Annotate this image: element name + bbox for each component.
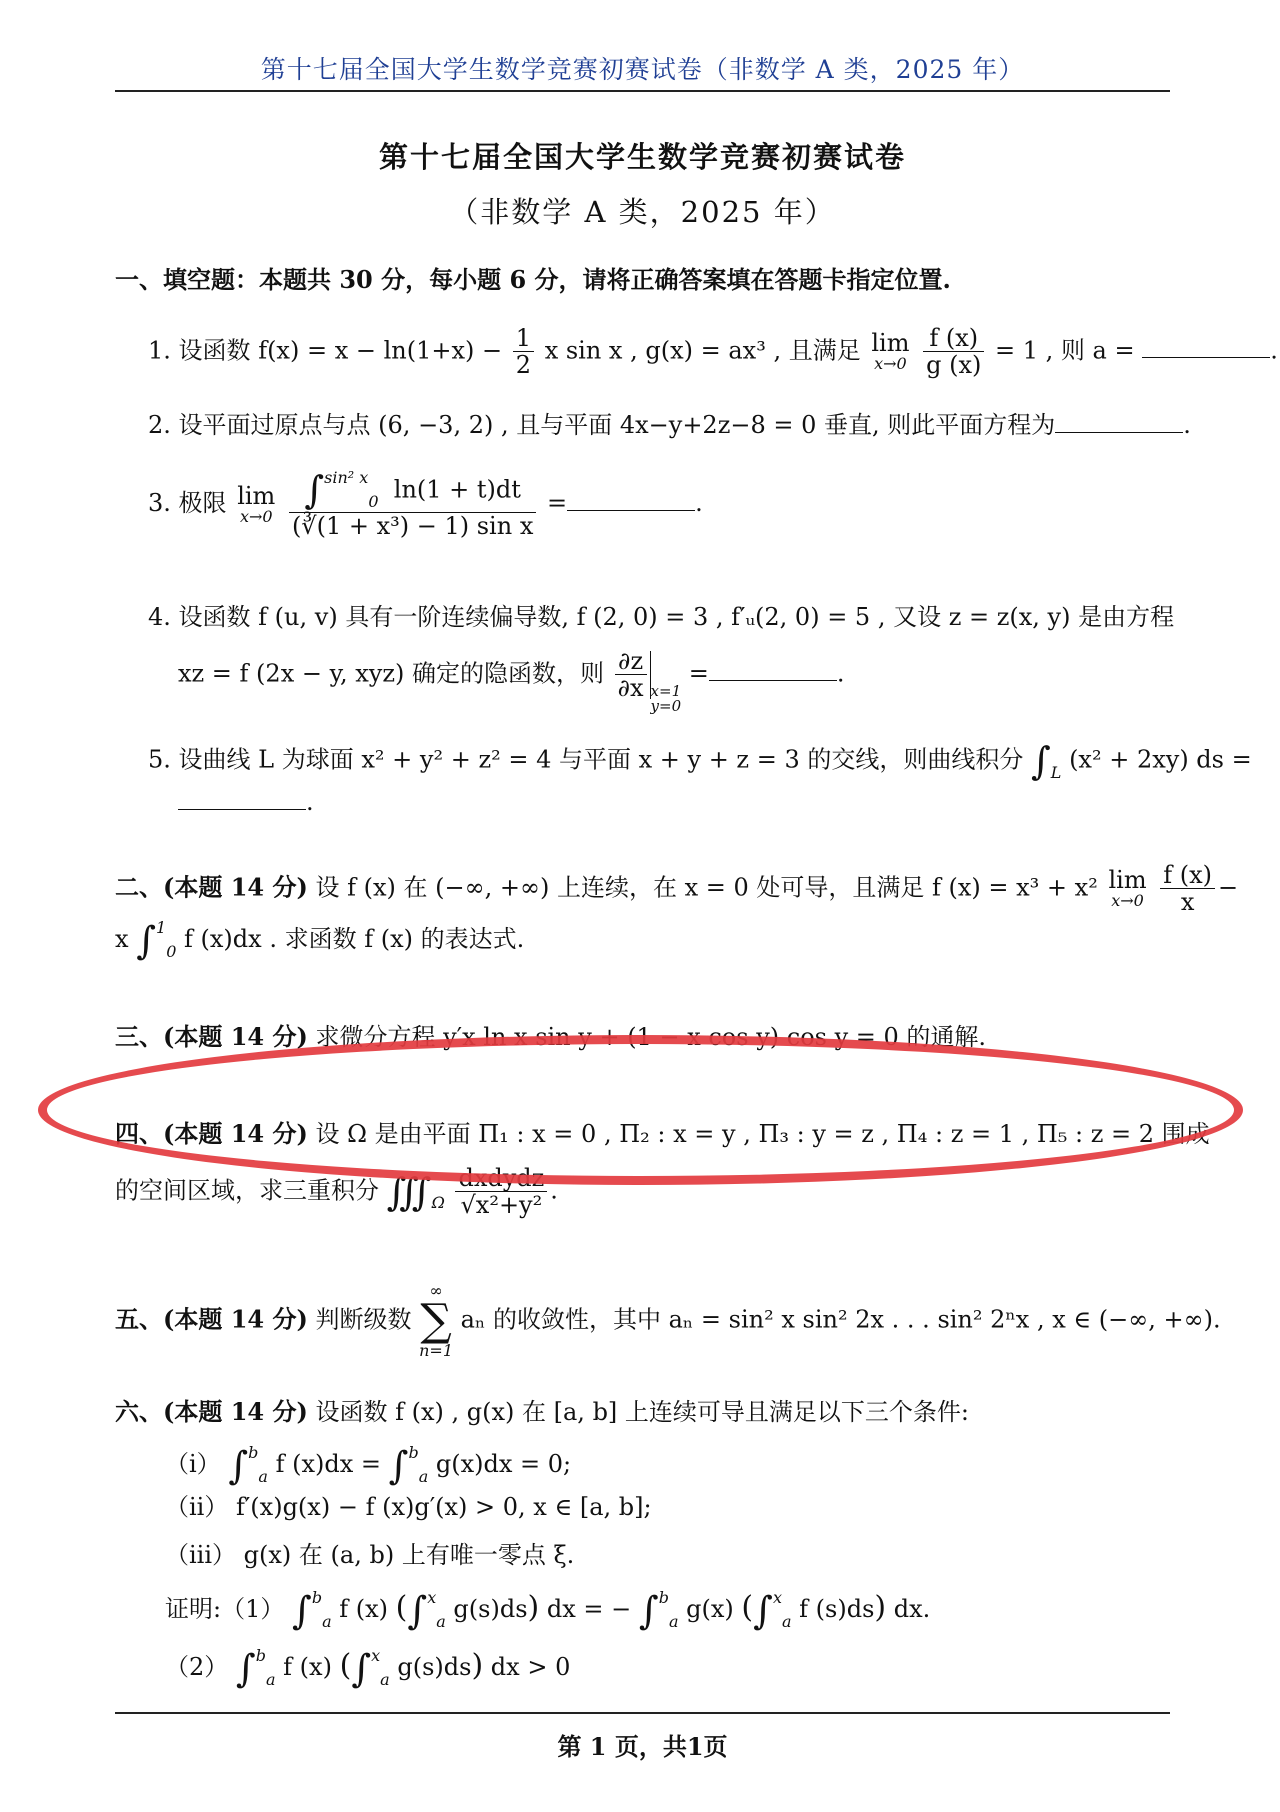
integral-sign: ∫	[1030, 739, 1051, 783]
q2-number: 2.	[148, 411, 171, 439]
summation: ∞ ∑ n=1	[419, 1281, 453, 1360]
triple-integral-sign: ∭	[386, 1169, 432, 1214]
section2-limit: lim x→0	[1108, 865, 1147, 911]
page-title: 第十七届全国大学生数学竞赛初赛试卷	[378, 140, 906, 174]
q4-text: 设函数 f (u, v) 具有一阶连续偏导数, f (2, 0) = 3 , f′ᵤ(2, 0) = 5 , 又设 z = z(x, y) 是由方程	[178, 603, 1175, 631]
q4-number: 4.	[148, 603, 171, 631]
q5-answer-blank[interactable]	[178, 809, 306, 810]
footer-rule	[115, 1712, 1170, 1714]
sigma-icon: ∑	[420, 1295, 452, 1346]
q1-text: 设函数	[178, 336, 251, 365]
page-number: 第 1 页，共1页	[557, 1732, 728, 1761]
q3-number: 3.	[148, 489, 171, 518]
red-circle-annotation	[38, 1035, 1243, 1185]
section6-proof1: 证明:（1） ∫ba f (x) (∫xa g(s)ds) dx = − ∫ba g(x) (∫xa f (s)ds) dx.	[165, 1588, 931, 1633]
q2: 2. 设平面过原点与点 (6, −3, 2) , 且与平面 4x−y+2z−8 = 0 垂直, 则此平面方程为 .	[148, 411, 1191, 439]
q1-tail: = 1 , 则 a =	[995, 336, 1135, 365]
section6-cond2: （ii） f′(x)g(x) − f (x)g′(x) > 0, x ∈ [a, b];	[165, 1493, 652, 1521]
integral-sign: ∫	[753, 1588, 773, 1633]
section3-label: 三、(本题 14 分)	[115, 1022, 308, 1051]
section4-label: 四、(本题 14 分)	[115, 1119, 308, 1148]
integral-sign: ∫	[407, 1588, 428, 1633]
q3-answer-blank[interactable]	[567, 510, 695, 511]
q4-line2: xz = f (2x − y, xyz) 确定的隐函数，则 $\frac{\partial z}{\partial x}$ x=1 y=0 = .	[178, 647, 845, 716]
q1-ratio-fraction: $\frac{f (x)}{g (x)}$	[923, 325, 984, 379]
q1-func-tail: x sin x , g(x) = ax³ , 且满足	[544, 336, 861, 365]
q2-text: 设平面过原点与点 (6, −3, 2) , 且与平面 4x−y+2z−8 = 0 垂直, 则此平面方程为	[178, 411, 1056, 439]
q1-answer-blank[interactable]	[1142, 357, 1270, 358]
section6-label: 六、(本题 14 分)	[115, 1397, 308, 1426]
section6-cond3: （iii） g(x) 在 (a, b) 上有唯一零点 ξ.	[165, 1541, 575, 1569]
q5-line2: .	[178, 790, 314, 814]
integral-sign: ∫	[228, 1443, 249, 1488]
q3: 3. 极限 lim x→0 $\frac{\text{∫sin² x0 ln(1 + t)dt}}{\text{(∛(1 + x³) − 1) sin x}}$ = .	[148, 468, 703, 540]
section5-label: 五、(本题 14 分)	[115, 1304, 308, 1334]
section2-label: 二、(本题 14 分)	[115, 872, 308, 902]
q4-partial-fraction: $\frac{\partial z}{\partial x}$	[615, 648, 647, 702]
section2-line2: x ∫10 f (x)dx . 求函数 f (x) 的表达式.	[115, 918, 525, 963]
q3-limit: lim x→0	[237, 481, 276, 526]
integral-sign: ∫	[638, 1588, 659, 1633]
q3-text: 极限	[178, 489, 227, 518]
section2-fraction: $\frac{f (x)}{x}$	[1160, 862, 1215, 916]
running-header: 第十七届全国大学生数学竞赛初赛试卷（非数学 A 类，2025 年）	[260, 55, 1025, 84]
q3-fraction: $\frac{\text{∫sin² x0 ln(1 + t)dt}}{\text{(∛(1 + x³) − 1) sin x}}$	[289, 470, 536, 539]
section1-heading: 一、填空题：本题共 30 分，每小题 6 分，请将正确答案填在答题卡指定位置.	[115, 265, 951, 294]
q5-number: 5.	[148, 745, 171, 774]
section2-line1: 二、(本题 14 分) 设 f (x) 在 (−∞, +∞) 上连续，在 x = 0 处可导，且满足 f (x) = x³ + x² lim x→0 $\frac{f (x)}{x}$ −	[115, 861, 1239, 917]
q1: 1. 设函数 f(x) = x − ln(1+x) − $\frac{1}{2}$ x sin x , g(x) = ax³ , 且满足 lim x→0 $\frac{f (x)}{g (x)}$ = 1 , 则 a = .	[148, 324, 1278, 380]
section4-fraction: $\frac{\text{dxdydz}}{\text{√x²+y²}}$	[455, 1165, 547, 1219]
q5-line1: 5. 设曲线 L 为球面 x² + y² + z² = 4 与平面 x + y + z = 3 的交线，则曲线积分 ∫L (x² + 2xy) ds =	[148, 739, 1252, 783]
q4-line1	[148, 605, 1174, 629]
q1-func: f(x) = x − ln(1+x) −	[258, 336, 503, 365]
integral-sign: ∫	[136, 918, 156, 963]
integral-sign: ∫	[235, 1646, 256, 1691]
section4-line1: 四、(本题 14 分) 设 Ω 是由平面 Π₁ : x = 0 , Π₂ : x = y , Π₃ : y = z , Π₄ : z = 1 , Π₅ : z = 2 围成	[115, 1119, 1210, 1148]
section4-line2: 的空间区域，求三重积分 ∭Ω $\frac{\text{dxdydz}}{\text{√x²+y²}}$ .	[115, 1164, 558, 1220]
q5-text: 设曲线 L 为球面 x² + y² + z² = 4 与平面 x + y + z = 3 的交线，则曲线积分	[178, 745, 1024, 774]
q4-answer-blank[interactable]	[709, 680, 837, 681]
header-rule	[115, 90, 1170, 92]
q2-answer-blank[interactable]	[1055, 432, 1183, 433]
section5: 五、(本题 14 分) 判断级数 ∞ ∑ n=1 aₙ 的收敛性，其中 aₙ = sin² x sin² 2x . . . sin² 2ⁿx , x ∈ (−∞, +∞).	[115, 1281, 1221, 1360]
q1-limit: lim x→0	[871, 328, 910, 374]
section3: 三、(本题 14 分) 求微分方程 y′x ln x sin y + (1 − x cos y) cos y = 0 的通解.	[115, 1022, 987, 1051]
integral-sign: ∫	[388, 1443, 409, 1488]
q1-number: 1.	[148, 336, 171, 365]
integral-sign: ∫	[351, 1646, 372, 1691]
integral-sign: ∫	[304, 468, 325, 512]
section6-cond1: （i） ∫ba f (x)dx = ∫ba g(x)dx = 0;	[165, 1443, 572, 1488]
q1-half-fraction: $\frac{1}{2}$	[513, 325, 534, 379]
page-subtitle: （非数学 A 类，2025 年）	[449, 195, 836, 229]
section6-intro: 六、(本题 14 分) 设函数 f (x) , g(x) 在 [a, b] 上连续可导且满足以下三个条件:	[115, 1397, 970, 1426]
integral-sign: ∫	[292, 1588, 312, 1633]
section6-proof2: （2） ∫ba f (x) (∫xa g(s)ds) dx > 0	[165, 1646, 571, 1691]
